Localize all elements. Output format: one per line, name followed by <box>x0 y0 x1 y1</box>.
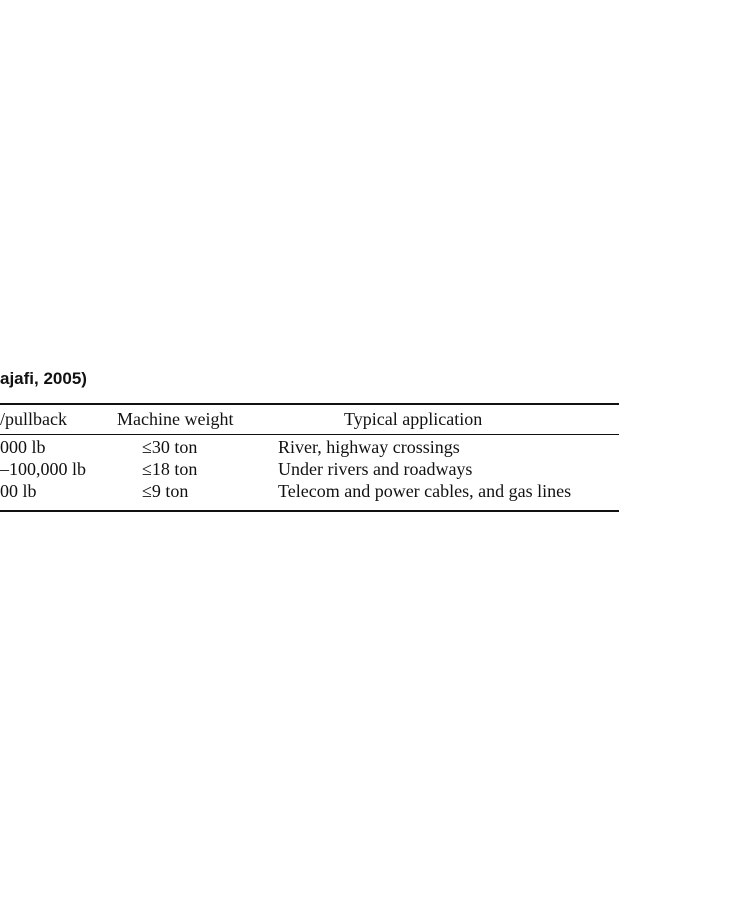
cell-machine-weight: ≤18 ton <box>142 459 198 479</box>
table-bottom-rule <box>0 510 619 512</box>
cell-pullback: 000 lb <box>0 437 46 457</box>
header-pullback: /pullback <box>0 409 67 429</box>
header-machine-weight: Machine weight <box>117 409 234 429</box>
table-caption: ajafi, 2005) <box>0 369 87 388</box>
header-typical-application: Typical application <box>344 409 483 429</box>
cell-typical-application: Telecom and power cables, and gas lines <box>278 481 572 501</box>
table-top-rule <box>0 403 619 405</box>
cell-pullback: 00 lb <box>0 481 37 501</box>
cell-machine-weight: ≤30 ton <box>142 437 198 457</box>
cell-typical-application: Under rivers and roadways <box>278 459 473 479</box>
cell-pullback: –100,000 lb <box>0 459 87 479</box>
table-header-rule <box>0 434 619 435</box>
cell-machine-weight: ≤9 ton <box>142 481 189 501</box>
cell-typical-application: River, highway crossings <box>278 437 460 457</box>
